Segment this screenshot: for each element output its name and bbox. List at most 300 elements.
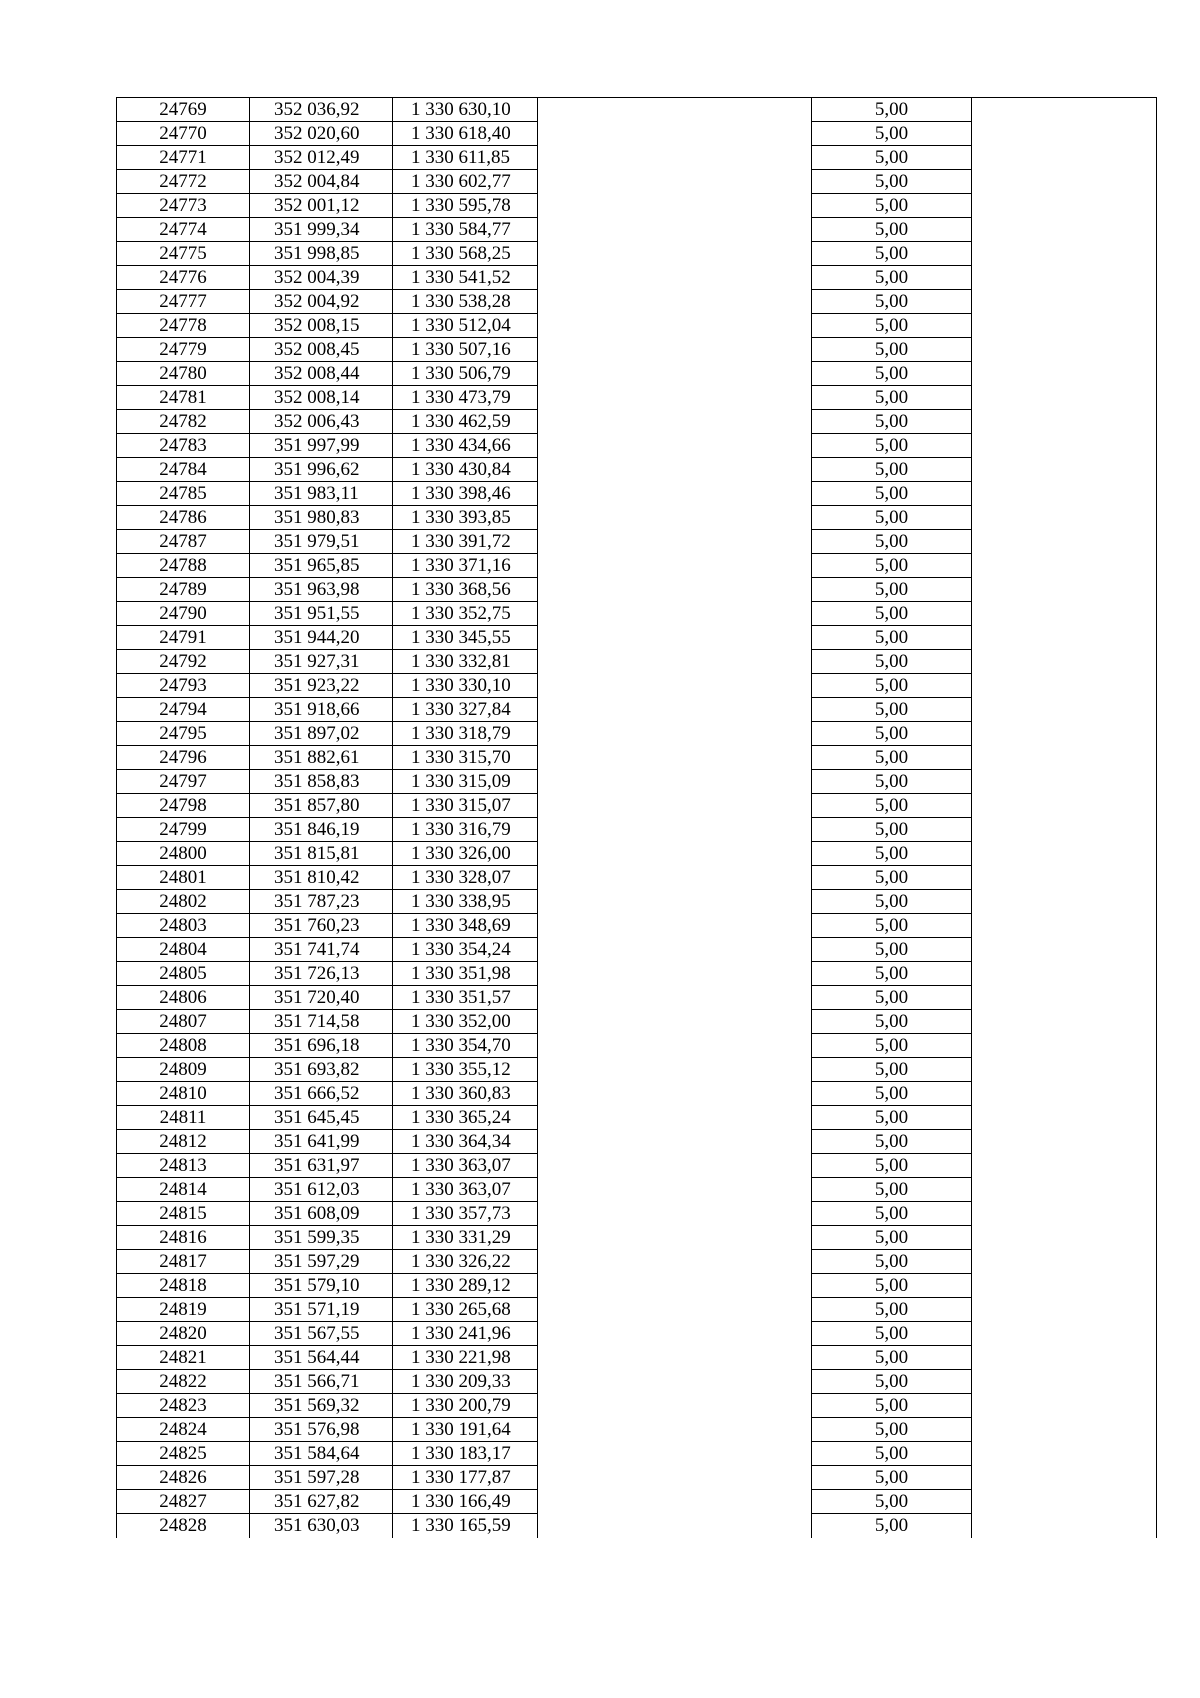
table-row [117, 530, 1157, 554]
table-row [117, 362, 1157, 386]
accuracy-cell: 5,00 [812, 1010, 972, 1034]
empty-cell [538, 410, 812, 434]
table-row [117, 98, 1157, 122]
x-coordinate-cell: 351 810,42 [250, 866, 393, 890]
accuracy-cell: 5,00 [812, 1274, 972, 1298]
accuracy-cell: 5,00 [812, 506, 972, 530]
empty-cell [538, 1490, 812, 1514]
accuracy-cell: 5,00 [812, 746, 972, 770]
empty-cell [972, 818, 1157, 842]
x-coordinate-cell: 351 608,09 [250, 1202, 393, 1226]
y-coordinate-cell: 1 330 331,29 [393, 1226, 538, 1250]
point-number-cell: 24825 [117, 1442, 250, 1466]
point-number-cell: 24794 [117, 698, 250, 722]
table-row [117, 1034, 1157, 1058]
empty-cell [972, 1394, 1157, 1418]
point-number-cell: 24788 [117, 554, 250, 578]
accuracy-cell: 5,00 [812, 1370, 972, 1394]
point-number-cell: 24801 [117, 866, 250, 890]
point-number-cell: 24807 [117, 1010, 250, 1034]
table-row [117, 1274, 1157, 1298]
x-coordinate-cell: 351 627,82 [250, 1490, 393, 1514]
empty-cell [538, 1274, 812, 1298]
point-number-cell: 24814 [117, 1178, 250, 1202]
x-coordinate-cell: 352 006,43 [250, 410, 393, 434]
point-number-cell: 24818 [117, 1274, 250, 1298]
y-coordinate-cell: 1 330 354,24 [393, 938, 538, 962]
point-number-cell: 24785 [117, 482, 250, 506]
accuracy-cell: 5,00 [812, 722, 972, 746]
x-coordinate-cell: 351 631,97 [250, 1154, 393, 1178]
x-coordinate-cell: 352 004,84 [250, 170, 393, 194]
table-row [117, 842, 1157, 866]
accuracy-cell: 5,00 [812, 962, 972, 986]
table-row [117, 962, 1157, 986]
empty-cell [538, 626, 812, 650]
y-coordinate-cell: 1 330 538,28 [393, 290, 538, 314]
y-coordinate-cell: 1 330 328,07 [393, 866, 538, 890]
accuracy-cell: 5,00 [812, 1154, 972, 1178]
empty-cell [538, 818, 812, 842]
point-number-cell: 24798 [117, 794, 250, 818]
table-row [117, 938, 1157, 962]
empty-cell [972, 1130, 1157, 1154]
empty-cell [538, 890, 812, 914]
empty-cell [538, 1250, 812, 1274]
point-number-cell: 24795 [117, 722, 250, 746]
table-row [117, 914, 1157, 938]
table-row [117, 698, 1157, 722]
accuracy-cell: 5,00 [812, 266, 972, 290]
table-row [117, 890, 1157, 914]
table-row [117, 986, 1157, 1010]
empty-cell [972, 1370, 1157, 1394]
x-coordinate-cell: 351 882,61 [250, 746, 393, 770]
y-coordinate-cell: 1 330 506,79 [393, 362, 538, 386]
y-coordinate-cell: 1 330 434,66 [393, 434, 538, 458]
accuracy-cell: 5,00 [812, 290, 972, 314]
point-number-cell: 24800 [117, 842, 250, 866]
x-coordinate-cell: 351 714,58 [250, 1010, 393, 1034]
point-number-cell: 24782 [117, 410, 250, 434]
point-number-cell: 24777 [117, 290, 250, 314]
table-row [117, 170, 1157, 194]
empty-cell [972, 1490, 1157, 1514]
accuracy-cell: 5,00 [812, 362, 972, 386]
empty-cell [538, 722, 812, 746]
accuracy-cell: 5,00 [812, 122, 972, 146]
table-row [117, 290, 1157, 314]
table-row [117, 266, 1157, 290]
x-coordinate-cell: 351 579,10 [250, 1274, 393, 1298]
table-row [117, 458, 1157, 482]
empty-cell [972, 194, 1157, 218]
empty-cell [972, 866, 1157, 890]
empty-cell [538, 314, 812, 338]
empty-cell [538, 914, 812, 938]
coordinates-table-body [117, 98, 1157, 1538]
table-row [117, 626, 1157, 650]
empty-cell [538, 386, 812, 410]
empty-cell [972, 842, 1157, 866]
x-coordinate-cell: 351 979,51 [250, 530, 393, 554]
empty-cell [972, 794, 1157, 818]
empty-cell [972, 890, 1157, 914]
table-row [117, 578, 1157, 602]
empty-cell [538, 482, 812, 506]
y-coordinate-cell: 1 330 221,98 [393, 1346, 538, 1370]
x-coordinate-cell: 351 999,34 [250, 218, 393, 242]
table-row [117, 866, 1157, 890]
accuracy-cell: 5,00 [812, 866, 972, 890]
accuracy-cell: 5,00 [812, 1178, 972, 1202]
point-number-cell: 24790 [117, 602, 250, 626]
empty-cell [538, 194, 812, 218]
empty-cell [972, 1178, 1157, 1202]
empty-cell [972, 338, 1157, 362]
point-number-cell: 24774 [117, 218, 250, 242]
empty-cell [972, 146, 1157, 170]
x-coordinate-cell: 351 597,29 [250, 1250, 393, 1274]
y-coordinate-cell: 1 330 462,59 [393, 410, 538, 434]
y-coordinate-cell: 1 330 360,83 [393, 1082, 538, 1106]
empty-cell [538, 1418, 812, 1442]
empty-cell [972, 122, 1157, 146]
empty-cell [538, 458, 812, 482]
empty-cell [972, 986, 1157, 1010]
x-coordinate-cell: 351 571,19 [250, 1298, 393, 1322]
point-number-cell: 24772 [117, 170, 250, 194]
x-coordinate-cell: 351 760,23 [250, 914, 393, 938]
empty-cell [972, 1514, 1157, 1538]
y-coordinate-cell: 1 330 507,16 [393, 338, 538, 362]
empty-cell [972, 1418, 1157, 1442]
y-coordinate-cell: 1 330 165,59 [393, 1514, 538, 1538]
table-row [117, 1322, 1157, 1346]
table-row [117, 434, 1157, 458]
empty-cell [972, 938, 1157, 962]
empty-cell [972, 98, 1157, 122]
point-number-cell: 24780 [117, 362, 250, 386]
table-row [117, 338, 1157, 362]
empty-cell [538, 506, 812, 530]
table-row [117, 506, 1157, 530]
table-row [117, 1490, 1157, 1514]
x-coordinate-cell: 351 741,74 [250, 938, 393, 962]
table-row [117, 650, 1157, 674]
empty-cell [972, 1250, 1157, 1274]
x-coordinate-cell: 351 576,98 [250, 1418, 393, 1442]
x-coordinate-cell: 351 815,81 [250, 842, 393, 866]
empty-cell [538, 842, 812, 866]
accuracy-cell: 5,00 [812, 458, 972, 482]
point-number-cell: 24789 [117, 578, 250, 602]
x-coordinate-cell: 351 666,52 [250, 1082, 393, 1106]
table-row [117, 1346, 1157, 1370]
y-coordinate-cell: 1 330 618,40 [393, 122, 538, 146]
table-row [117, 1370, 1157, 1394]
table-row [117, 1154, 1157, 1178]
accuracy-cell: 5,00 [812, 1514, 972, 1538]
y-coordinate-cell: 1 330 338,95 [393, 890, 538, 914]
accuracy-cell: 5,00 [812, 1106, 972, 1130]
x-coordinate-cell: 351 897,02 [250, 722, 393, 746]
empty-cell [972, 602, 1157, 626]
accuracy-cell: 5,00 [812, 938, 972, 962]
y-coordinate-cell: 1 330 393,85 [393, 506, 538, 530]
y-coordinate-cell: 1 330 327,84 [393, 698, 538, 722]
point-number-cell: 24813 [117, 1154, 250, 1178]
x-coordinate-cell: 351 630,03 [250, 1514, 393, 1538]
x-coordinate-cell: 351 996,62 [250, 458, 393, 482]
empty-cell [538, 122, 812, 146]
point-number-cell: 24776 [117, 266, 250, 290]
empty-cell [538, 530, 812, 554]
empty-cell [538, 1394, 812, 1418]
empty-cell [972, 746, 1157, 770]
point-number-cell: 24806 [117, 986, 250, 1010]
empty-cell [972, 914, 1157, 938]
x-coordinate-cell: 351 998,85 [250, 242, 393, 266]
point-number-cell: 24784 [117, 458, 250, 482]
point-number-cell: 24821 [117, 1346, 250, 1370]
x-coordinate-cell: 351 569,32 [250, 1394, 393, 1418]
accuracy-cell: 5,00 [812, 1322, 972, 1346]
accuracy-cell: 5,00 [812, 530, 972, 554]
y-coordinate-cell: 1 330 364,34 [393, 1130, 538, 1154]
point-number-cell: 24775 [117, 242, 250, 266]
table-row [117, 1130, 1157, 1154]
empty-cell [972, 482, 1157, 506]
table-row [117, 314, 1157, 338]
accuracy-cell: 5,00 [812, 1130, 972, 1154]
coordinates-table [116, 97, 1157, 1538]
empty-cell [972, 962, 1157, 986]
empty-cell [972, 1274, 1157, 1298]
empty-cell [538, 1106, 812, 1130]
y-coordinate-cell: 1 330 357,73 [393, 1202, 538, 1226]
y-coordinate-cell: 1 330 166,49 [393, 1490, 538, 1514]
accuracy-cell: 5,00 [812, 1202, 972, 1226]
x-coordinate-cell: 352 020,60 [250, 122, 393, 146]
x-coordinate-cell: 352 004,92 [250, 290, 393, 314]
x-coordinate-cell: 351 720,40 [250, 986, 393, 1010]
empty-cell [972, 242, 1157, 266]
accuracy-cell: 5,00 [812, 194, 972, 218]
empty-cell [972, 170, 1157, 194]
y-coordinate-cell: 1 330 568,25 [393, 242, 538, 266]
point-number-cell: 24828 [117, 1514, 250, 1538]
x-coordinate-cell: 351 597,28 [250, 1466, 393, 1490]
empty-cell [972, 1226, 1157, 1250]
accuracy-cell: 5,00 [812, 1490, 972, 1514]
point-number-cell: 24799 [117, 818, 250, 842]
empty-cell [538, 1130, 812, 1154]
table-row [117, 482, 1157, 506]
accuracy-cell: 5,00 [812, 554, 972, 578]
table-row [117, 1178, 1157, 1202]
x-coordinate-cell: 351 846,19 [250, 818, 393, 842]
empty-cell [972, 1106, 1157, 1130]
empty-cell [972, 458, 1157, 482]
table-row [117, 1058, 1157, 1082]
accuracy-cell: 5,00 [812, 386, 972, 410]
point-number-cell: 24811 [117, 1106, 250, 1130]
empty-cell [538, 698, 812, 722]
y-coordinate-cell: 1 330 348,69 [393, 914, 538, 938]
y-coordinate-cell: 1 330 326,00 [393, 842, 538, 866]
accuracy-cell: 5,00 [812, 626, 972, 650]
point-number-cell: 24827 [117, 1490, 250, 1514]
y-coordinate-cell: 1 330 368,56 [393, 578, 538, 602]
y-coordinate-cell: 1 330 602,77 [393, 170, 538, 194]
x-coordinate-cell: 352 036,92 [250, 98, 393, 122]
empty-cell [538, 170, 812, 194]
empty-cell [538, 1322, 812, 1346]
y-coordinate-cell: 1 330 355,12 [393, 1058, 538, 1082]
y-coordinate-cell: 1 330 345,55 [393, 626, 538, 650]
x-coordinate-cell: 352 008,15 [250, 314, 393, 338]
point-number-cell: 24826 [117, 1466, 250, 1490]
empty-cell [538, 1298, 812, 1322]
table-row [117, 1466, 1157, 1490]
point-number-cell: 24804 [117, 938, 250, 962]
x-coordinate-cell: 351 726,13 [250, 962, 393, 986]
empty-cell [972, 506, 1157, 530]
table-row [117, 1418, 1157, 1442]
empty-cell [972, 1034, 1157, 1058]
empty-cell [972, 1346, 1157, 1370]
y-coordinate-cell: 1 330 354,70 [393, 1034, 538, 1058]
accuracy-cell: 5,00 [812, 602, 972, 626]
empty-cell [972, 530, 1157, 554]
y-coordinate-cell: 1 330 191,64 [393, 1418, 538, 1442]
point-number-cell: 24769 [117, 98, 250, 122]
empty-cell [972, 722, 1157, 746]
table-row [117, 746, 1157, 770]
y-coordinate-cell: 1 330 611,85 [393, 146, 538, 170]
x-coordinate-cell: 351 951,55 [250, 602, 393, 626]
x-coordinate-cell: 351 567,55 [250, 1322, 393, 1346]
empty-cell [538, 962, 812, 986]
accuracy-cell: 5,00 [812, 218, 972, 242]
accuracy-cell: 5,00 [812, 698, 972, 722]
point-number-cell: 24792 [117, 650, 250, 674]
table-row [117, 1226, 1157, 1250]
x-coordinate-cell: 351 857,80 [250, 794, 393, 818]
empty-cell [538, 362, 812, 386]
y-coordinate-cell: 1 330 183,17 [393, 1442, 538, 1466]
accuracy-cell: 5,00 [812, 242, 972, 266]
point-number-cell: 24797 [117, 770, 250, 794]
x-coordinate-cell: 351 927,31 [250, 650, 393, 674]
y-coordinate-cell: 1 330 351,98 [393, 962, 538, 986]
point-number-cell: 24822 [117, 1370, 250, 1394]
y-coordinate-cell: 1 330 584,77 [393, 218, 538, 242]
empty-cell [972, 770, 1157, 794]
y-coordinate-cell: 1 330 352,00 [393, 1010, 538, 1034]
point-number-cell: 24803 [117, 914, 250, 938]
empty-cell [972, 1082, 1157, 1106]
empty-cell [972, 650, 1157, 674]
accuracy-cell: 5,00 [812, 1058, 972, 1082]
x-coordinate-cell: 352 008,45 [250, 338, 393, 362]
empty-cell [538, 1154, 812, 1178]
y-coordinate-cell: 1 330 241,96 [393, 1322, 538, 1346]
empty-cell [538, 1370, 812, 1394]
empty-cell [972, 1202, 1157, 1226]
point-number-cell: 24805 [117, 962, 250, 986]
accuracy-cell: 5,00 [812, 146, 972, 170]
accuracy-cell: 5,00 [812, 578, 972, 602]
table-row [117, 1106, 1157, 1130]
empty-cell [538, 1202, 812, 1226]
table-row [117, 410, 1157, 434]
x-coordinate-cell: 351 918,66 [250, 698, 393, 722]
y-coordinate-cell: 1 330 330,10 [393, 674, 538, 698]
x-coordinate-cell: 352 008,14 [250, 386, 393, 410]
empty-cell [538, 290, 812, 314]
empty-cell [538, 554, 812, 578]
accuracy-cell: 5,00 [812, 914, 972, 938]
accuracy-cell: 5,00 [812, 482, 972, 506]
table-row [117, 818, 1157, 842]
y-coordinate-cell: 1 330 315,70 [393, 746, 538, 770]
empty-cell [538, 986, 812, 1010]
empty-cell [538, 650, 812, 674]
x-coordinate-cell: 352 001,12 [250, 194, 393, 218]
point-number-cell: 24791 [117, 626, 250, 650]
accuracy-cell: 5,00 [812, 842, 972, 866]
x-coordinate-cell: 351 693,82 [250, 1058, 393, 1082]
y-coordinate-cell: 1 330 316,79 [393, 818, 538, 842]
point-number-cell: 24824 [117, 1418, 250, 1442]
y-coordinate-cell: 1 330 351,57 [393, 986, 538, 1010]
table-row [117, 1442, 1157, 1466]
y-coordinate-cell: 1 330 200,79 [393, 1394, 538, 1418]
point-number-cell: 24820 [117, 1322, 250, 1346]
table-row [117, 1394, 1157, 1418]
y-coordinate-cell: 1 330 595,78 [393, 194, 538, 218]
y-coordinate-cell: 1 330 365,24 [393, 1106, 538, 1130]
accuracy-cell: 5,00 [812, 338, 972, 362]
empty-cell [972, 218, 1157, 242]
table-row [117, 1010, 1157, 1034]
table-row [117, 1514, 1157, 1538]
y-coordinate-cell: 1 330 289,12 [393, 1274, 538, 1298]
y-coordinate-cell: 1 330 512,04 [393, 314, 538, 338]
empty-cell [538, 218, 812, 242]
point-number-cell: 24773 [117, 194, 250, 218]
y-coordinate-cell: 1 330 315,09 [393, 770, 538, 794]
point-number-cell: 24815 [117, 1202, 250, 1226]
empty-cell [972, 362, 1157, 386]
point-number-cell: 24770 [117, 122, 250, 146]
empty-cell [538, 338, 812, 362]
x-coordinate-cell: 351 944,20 [250, 626, 393, 650]
accuracy-cell: 5,00 [812, 818, 972, 842]
accuracy-cell: 5,00 [812, 1394, 972, 1418]
empty-cell [538, 266, 812, 290]
point-number-cell: 24793 [117, 674, 250, 698]
x-coordinate-cell: 352 008,44 [250, 362, 393, 386]
empty-cell [972, 626, 1157, 650]
empty-cell [538, 1466, 812, 1490]
accuracy-cell: 5,00 [812, 1298, 972, 1322]
empty-cell [538, 866, 812, 890]
accuracy-cell: 5,00 [812, 986, 972, 1010]
accuracy-cell: 5,00 [812, 1346, 972, 1370]
